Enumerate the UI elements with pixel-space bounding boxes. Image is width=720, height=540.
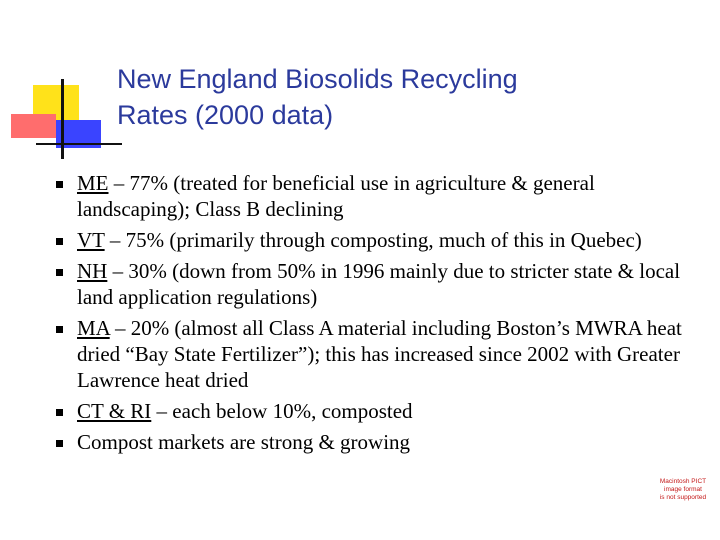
bullet-text: – 20% (almost all Class A material including Boston’s MWRA heat dried “Bay State Fertilizer”); this has increased since 2002 with Greater Lawrence heat dried bbox=[77, 316, 682, 392]
bullet-item-vt bbox=[56, 227, 696, 253]
pict-note-line-2: image format bbox=[664, 486, 702, 493]
square-bullet-icon bbox=[56, 440, 63, 447]
bullet-item-ct-ri bbox=[56, 398, 696, 424]
bullet-text: – 30% (down from 50% in 1996 mainly due to stricter state & local land application regulations) bbox=[77, 259, 681, 309]
bullet-item-compost bbox=[56, 429, 696, 455]
pict-note-line-3: is not supported bbox=[659, 494, 707, 501]
bullet-item-nh bbox=[56, 258, 696, 310]
slide-title-line-2: Rates (2000 data) bbox=[117, 100, 334, 130]
bullet-text: – 77% (treated for beneficial use in agriculture & general landscaping); Class B declining bbox=[77, 171, 595, 221]
decor-vertical-line bbox=[61, 79, 64, 159]
bullet-item-ma bbox=[56, 315, 696, 393]
bullet-key: MA bbox=[77, 316, 110, 340]
bullet-key: VT bbox=[77, 228, 105, 252]
bullet-text: – 75% (primarily through composting, much of this in Quebec) bbox=[104, 228, 642, 252]
square-bullet-icon bbox=[56, 238, 63, 245]
bullet-key: ME bbox=[77, 171, 109, 195]
bullet-text: – each below 10%, composted bbox=[151, 399, 413, 423]
bullet-key: CT & RI bbox=[77, 399, 152, 423]
square-bullet-icon bbox=[56, 181, 63, 188]
bullet-item-me bbox=[56, 170, 696, 222]
square-bullet-icon bbox=[56, 409, 63, 416]
unsupported-image-placeholder bbox=[653, 478, 713, 502]
square-bullet-icon bbox=[56, 269, 63, 276]
decor-horizontal-line bbox=[36, 143, 122, 145]
bullet-key: NH bbox=[77, 259, 108, 283]
pict-note-line-1: Macintosh PICT bbox=[659, 478, 707, 485]
bullet-list bbox=[56, 170, 696, 460]
decor-red-bar bbox=[11, 114, 56, 138]
slide-title-line-1: New England Biosolids Recycling bbox=[117, 64, 518, 94]
bullet-text: Compost markets are strong & growing bbox=[77, 430, 411, 454]
square-bullet-icon bbox=[56, 326, 63, 333]
slide-title bbox=[117, 61, 677, 133]
